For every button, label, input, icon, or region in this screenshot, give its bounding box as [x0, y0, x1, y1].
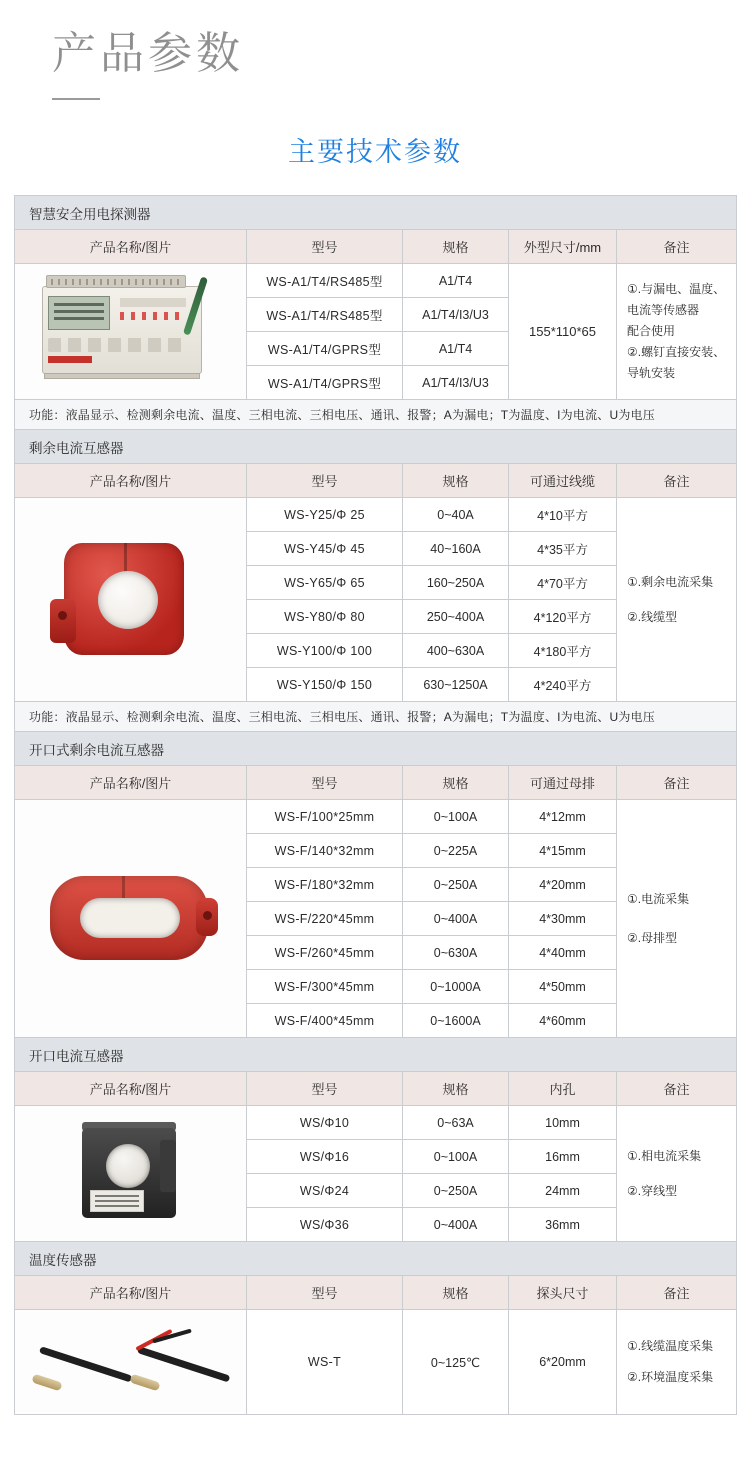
model-value: WS-F/260*45mm [247, 936, 403, 970]
spec-value: 40~160A [403, 532, 509, 566]
spec-value: 160~250A [403, 566, 509, 600]
group-title: 智慧安全用电探测器 [15, 196, 737, 230]
col-head-note: 备注 [617, 464, 737, 498]
note-cell [617, 264, 737, 400]
note-line: ②.母排型 [627, 930, 678, 945]
extra-value: 10mm [509, 1106, 617, 1140]
column-header-row [15, 464, 737, 498]
spec-value: 250~400A [403, 600, 509, 634]
model-value: WS/Φ16 [247, 1140, 403, 1174]
model-value: WS-T [247, 1310, 403, 1415]
product-image-cell [15, 1106, 247, 1242]
controller-lcd-screen [48, 296, 110, 330]
model-value: WS-A1/T4/RS485型 [247, 264, 403, 298]
note-line: 电流等传感器 [627, 303, 700, 318]
probe-tip-2 [129, 1374, 160, 1392]
group-title-row [15, 430, 737, 464]
note-line: ①.与漏电、温度、 [627, 282, 726, 297]
probe-cable-2 [136, 1347, 229, 1383]
note-cell [617, 1310, 737, 1415]
group-title: 剩余电流互感器 [15, 430, 737, 464]
extra-value: 4*70平方 [509, 566, 617, 600]
model-value: WS-Y65/Φ 65 [247, 566, 403, 600]
col-head-name-img: 产品名称/图片 [15, 1276, 247, 1310]
group-title: 开口电流互感器 [15, 1038, 737, 1072]
model-value: WS-F/100*25mm [247, 800, 403, 834]
note-cell [617, 1106, 737, 1242]
extra-value: 24mm [509, 1174, 617, 1208]
note-line: ②.螺钉直接安装、 [627, 345, 726, 360]
group-title-row [15, 196, 737, 230]
function-note-row [15, 400, 737, 430]
note-line: ①.电流采集 [627, 891, 690, 906]
group-title: 温度传感器 [15, 1242, 737, 1276]
spec-value: 0~400A [403, 1208, 509, 1242]
model-value: WS-F/140*32mm [247, 834, 403, 868]
col-head-note: 备注 [617, 230, 737, 264]
model-value: WS-A1/T4/GPRS型 [247, 366, 403, 400]
extra-value: 16mm [509, 1140, 617, 1174]
extra-value: 4*12mm [509, 800, 617, 834]
function-note-row [15, 702, 737, 732]
col-head-busbar: 可通过母排 [509, 766, 617, 800]
controller-button-row [48, 338, 186, 352]
col-head-note: 备注 [617, 766, 737, 800]
extra-value: 4*240平方 [509, 668, 617, 702]
col-head-spec: 规格 [403, 766, 509, 800]
toroid-mount-tab [50, 599, 76, 643]
controller-brand-mark [48, 356, 92, 363]
col-head-spec: 规格 [403, 1072, 509, 1106]
product-image-cell [15, 1310, 247, 1415]
col-head-cable: 可通过线缆 [509, 464, 617, 498]
spec-value: A1/T4/I3/U3 [403, 298, 509, 332]
col-head-spec: 规格 [403, 230, 509, 264]
group-title-row [15, 1038, 737, 1072]
note-cell [617, 800, 737, 1038]
spec-value: 0~630A [403, 936, 509, 970]
note-line: ②.环境温度采集 [627, 1370, 714, 1385]
model-value: WS-A1/T4/GPRS型 [247, 332, 403, 366]
spec-value: 0~400A [403, 902, 509, 936]
group-title-row [15, 1242, 737, 1276]
probe-cable-1 [38, 1347, 131, 1383]
spec-value: 0~225A [403, 834, 509, 868]
col-head-dimension: 外型尺寸/mm [509, 230, 617, 264]
column-header-row [15, 766, 737, 800]
toroid-window [98, 571, 158, 629]
table-row [15, 498, 737, 532]
group-title: 开口式剩余电流互感器 [15, 732, 737, 766]
model-value: WS-F/220*45mm [247, 902, 403, 936]
note-line: 配合使用 [627, 324, 676, 339]
spec-value: 0~100A [403, 1140, 509, 1174]
col-head-spec: 规格 [403, 1276, 509, 1310]
frame-seam [122, 876, 125, 898]
col-head-name-img: 产品名称/图片 [15, 230, 247, 264]
note-line: ②.线缆型 [627, 609, 678, 624]
table-row [15, 1106, 737, 1140]
extra-value: 6*20mm [509, 1310, 617, 1415]
spec-table-controller [14, 195, 737, 1415]
frame-mount-hole [203, 911, 212, 920]
spec-table-wrap-1 [0, 195, 750, 1415]
note-cell [617, 498, 737, 702]
column-header-row [15, 1072, 737, 1106]
function-note: 功能：液晶显示、检测剩余电流、温度、三相电流、三相电压、通讯、报警；A为漏电；T为温度、I为电流、U为电压 [15, 702, 737, 732]
col-head-note: 备注 [617, 1276, 737, 1310]
product-image-cell [15, 498, 247, 702]
note-line: ②.穿线型 [627, 1183, 678, 1198]
note-line: ①.剩余电流采集 [627, 574, 714, 589]
temperature-probe-icon [26, 1316, 236, 1408]
note-line: 导轨安装 [627, 366, 676, 381]
column-header-row [15, 1276, 737, 1310]
split-core-label [90, 1190, 144, 1212]
function-note: 功能：液晶显示、检测剩余电流、温度、三相电流、三相电压、通讯、报警；A为漏电；T为温度、I为电流、U为电压 [15, 400, 737, 430]
product-image-cell [15, 800, 247, 1038]
spec-value: 0~100A [403, 800, 509, 834]
extra-value: 4*40mm [509, 936, 617, 970]
toroid-seam [124, 543, 127, 573]
spec-value: A1/T4/I3/U3 [403, 366, 509, 400]
column-header-row [15, 230, 737, 264]
model-value: WS-Y80/Φ 80 [247, 600, 403, 634]
extra-value: 4*10平方 [509, 498, 617, 532]
col-head-model: 型号 [247, 766, 403, 800]
spec-value: 0~63A [403, 1106, 509, 1140]
spec-value: A1/T4 [403, 264, 509, 298]
model-value: WS-F/300*45mm [247, 970, 403, 1004]
group-title-row [15, 732, 737, 766]
spec-value: 0~250A [403, 868, 509, 902]
controller-led-row [120, 312, 184, 320]
table-row [15, 800, 737, 834]
note-line: ①.相电流采集 [627, 1148, 702, 1163]
spec-value: 0~40A [403, 498, 509, 532]
spec-value: 630~1250A [403, 668, 509, 702]
model-value: WS-Y45/Φ 45 [247, 532, 403, 566]
model-value: WS/Φ36 [247, 1208, 403, 1242]
model-value: WS-Y150/Φ 150 [247, 668, 403, 702]
extra-value: 4*60mm [509, 1004, 617, 1038]
col-head-inner-hole: 内孔 [509, 1072, 617, 1106]
model-value: WS-F/400*45mm [247, 1004, 403, 1038]
table-row [15, 264, 737, 298]
spec-value: 0~1600A [403, 1004, 509, 1038]
col-head-model: 型号 [247, 464, 403, 498]
toroid-mount-hole [58, 611, 67, 620]
controller-terminal-strip [46, 275, 186, 288]
col-head-probe-size: 探头尺寸 [509, 1276, 617, 1310]
extra-value: 4*180平方 [509, 634, 617, 668]
col-head-note: 备注 [617, 1072, 737, 1106]
extra-value: 4*15mm [509, 834, 617, 868]
split-core-window [106, 1144, 150, 1188]
section-heading: 主要技术参数 [288, 137, 462, 168]
spec-value: 0~1000A [403, 970, 509, 1004]
model-value: WS-A1/T4/RS485型 [247, 298, 403, 332]
table-row [15, 1310, 737, 1415]
split-core-latch [160, 1140, 176, 1192]
col-head-name-img: 产品名称/图片 [15, 464, 247, 498]
controller-icon [36, 272, 226, 392]
extra-value: 4*30mm [509, 902, 617, 936]
model-value: WS-Y25/Φ 25 [247, 498, 403, 532]
col-head-spec: 规格 [403, 464, 509, 498]
spec-value: 0~125℃ [403, 1310, 509, 1415]
extra-value: 4*120平方 [509, 600, 617, 634]
controller-base-rail [44, 373, 200, 379]
note-line: ①.线缆温度采集 [627, 1339, 714, 1354]
dimension-value: 155*110*65 [509, 264, 617, 400]
col-head-model: 型号 [247, 230, 403, 264]
page-header [0, 0, 750, 100]
frame-window [80, 898, 180, 938]
spec-value: 0~250A [403, 1174, 509, 1208]
product-image-cell [15, 264, 247, 400]
spec-value: 400~630A [403, 634, 509, 668]
extra-value: 4*50mm [509, 970, 617, 1004]
probe-tip-1 [31, 1374, 62, 1392]
open-frame-ct-icon [36, 854, 226, 984]
extra-value: 4*20mm [509, 868, 617, 902]
spec-value: A1/T4 [403, 332, 509, 366]
col-head-name-img: 产品名称/图片 [15, 766, 247, 800]
col-head-name-img: 产品名称/图片 [15, 1072, 247, 1106]
title-underline [52, 98, 100, 100]
col-head-model: 型号 [247, 1276, 403, 1310]
model-value: WS/Φ10 [247, 1106, 403, 1140]
toroid-ct-icon [46, 525, 216, 675]
controller-faceplate-label [120, 298, 186, 307]
col-head-model: 型号 [247, 1072, 403, 1106]
model-value: WS-Y100/Φ 100 [247, 634, 403, 668]
extra-value: 4*35平方 [509, 532, 617, 566]
split-core-ct-icon [56, 1114, 206, 1234]
page-title: 产品参数 [52, 29, 244, 78]
model-value: WS-F/180*32mm [247, 868, 403, 902]
extra-value: 36mm [509, 1208, 617, 1242]
model-value: WS/Φ24 [247, 1174, 403, 1208]
